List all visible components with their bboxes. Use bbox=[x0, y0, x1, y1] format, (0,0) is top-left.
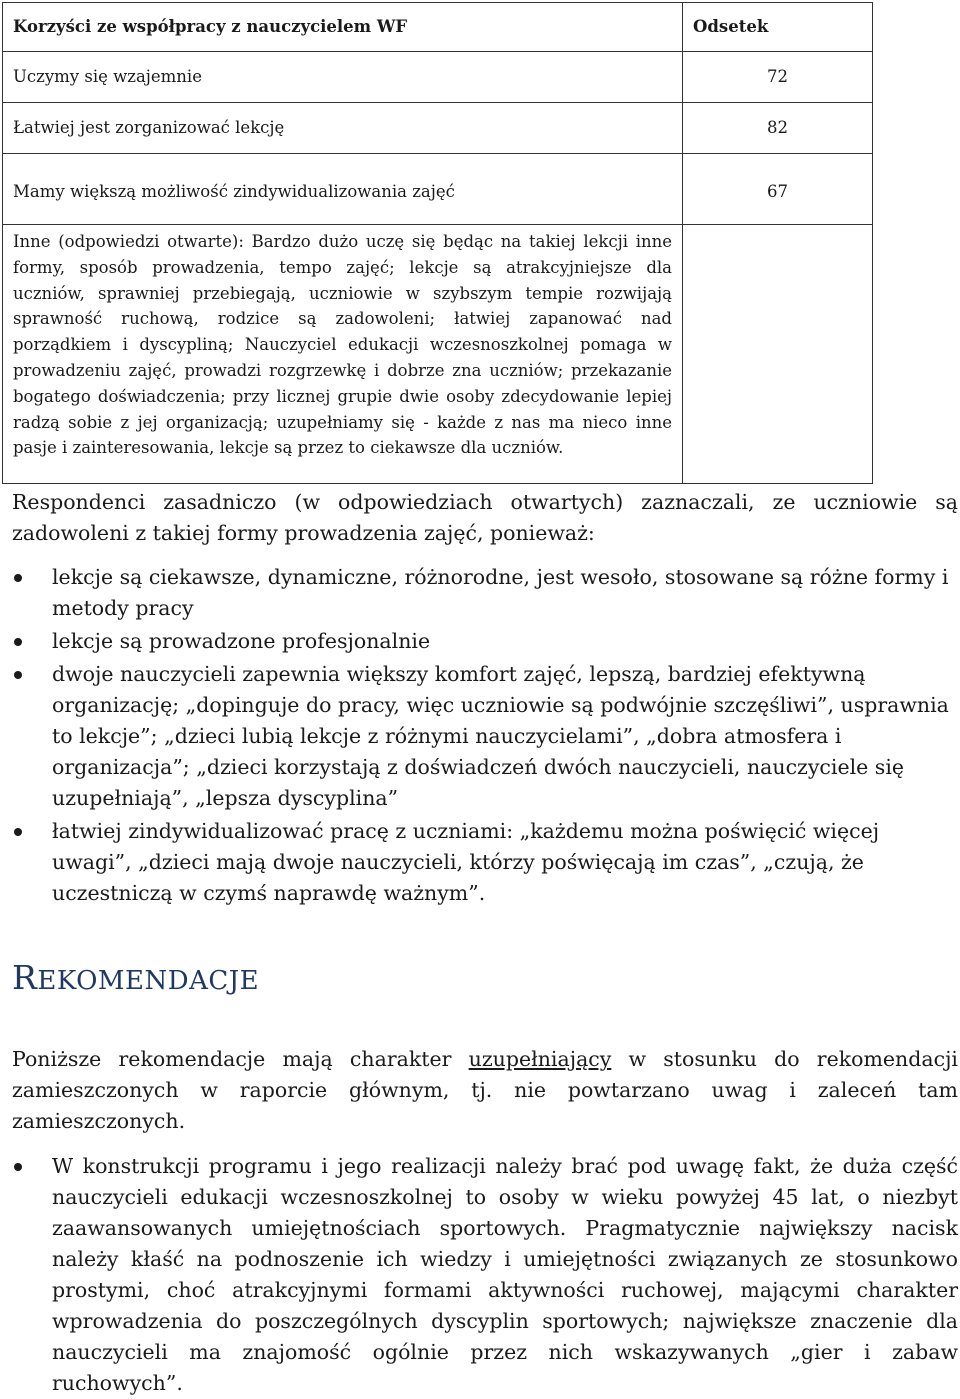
table-row bbox=[3, 154, 873, 225]
bullet-icon bbox=[14, 671, 22, 679]
table-row bbox=[3, 52, 873, 103]
list-item-text: lekcje są prowadzone profesjonalnie bbox=[52, 629, 431, 653]
row-value bbox=[683, 225, 873, 484]
heading-rest: EKOMENDACJE bbox=[37, 966, 260, 996]
respondents-bullet-list bbox=[0, 562, 958, 909]
row-value: 82 bbox=[683, 103, 873, 154]
list-item bbox=[0, 1151, 958, 1399]
bullet-icon bbox=[14, 574, 22, 582]
table-row bbox=[3, 103, 873, 154]
row-label: Łatwiej jest zorganizować lekcję bbox=[3, 103, 683, 154]
list-item bbox=[0, 562, 958, 624]
intro-before: Poniższe rekomendacje mają charakter bbox=[12, 1047, 469, 1071]
bullet-icon bbox=[14, 1163, 22, 1171]
list-item-text: łatwiej zindywidualizować pracę z uczniami: „każdemu można poświęcić więcej uwagi”, „dzieci mają dwoje nauczycieli, którzy poświęcają im czas”, „czują, że uczestniczą w czymś naprawdę ważnym”. bbox=[52, 819, 880, 905]
recommendations-intro bbox=[12, 1044, 958, 1137]
respondents-intro bbox=[12, 487, 958, 549]
list-item-text: lekcje są ciekawsze, dynamiczne, różnorodne, jest wesoło, stosowane są różne formy i metody pracy bbox=[52, 565, 949, 620]
list-item bbox=[0, 626, 958, 657]
benefits-table bbox=[2, 2, 873, 484]
list-item-text: W konstrukcji programu i jego realizacji należy brać pod uwagę fakt, że duża część nauczycieli edukacji wczesnoszkolnej to osoby w wieku powyżej 45 lat, o niezbyt zaawansowanych umiejętnościach sportowych. Pragmatycznie największy nacisk należy kłaść na podnoszenie ich wiedzy i umiejętności związanych ze stosunkowo prostymi, choć atrakcyjnymi formami aktywności ruchowej, mającymi charakter wprowadzenia do poszczególnych dyscyplin sportowych; największe znaczenie dla nauczycieli ma znajomość ogólnie przez nich wskazywanych „gier i zabaw ruchowych”. bbox=[52, 1154, 958, 1395]
recommendations-heading bbox=[12, 958, 259, 997]
intro-after: w stosunku do rekomendacji zamieszczonych w raporcie głównym, tj. nie powtarzano uwag i zaleceń tam zamieszczonych. bbox=[12, 1047, 958, 1133]
row-value: 72 bbox=[683, 52, 873, 103]
list-item bbox=[0, 659, 958, 814]
respondents-intro-line2: zadowoleni z takiej formy prowadzenia zajęć, ponieważ: bbox=[12, 521, 595, 545]
intro-underlined: uzupełniający bbox=[468, 1047, 612, 1071]
bullet-icon bbox=[14, 638, 22, 646]
row-label: Uczymy się wzajemnie bbox=[3, 52, 683, 103]
bullet-icon bbox=[14, 828, 22, 836]
row-value: 67 bbox=[683, 154, 873, 225]
heading-first-letter: R bbox=[12, 958, 38, 997]
table-header-row bbox=[3, 3, 873, 52]
row-label-other: Inne (odpowiedzi otwarte): Bardzo dużo uczę się będąc na takiej lekcji inne formy, sposób prowadzenia, tempo zajęć; lekcje są atrakcyjniejsze dla uczniów, sprawniej przebiegają, uczniowie w szybszym tempie rozwijają sprawność ruchową, rodzice są zadowoleni; łatwiej zapanować nad porządkiem i dyscypliną; Nauczyciel edukacji wczesnoszkolnej pomaga w prowadzeniu zajęć, prowadzi rozgrzewkę i dobrze zna uczniów; przekazanie bogatego doświadczenia; przy licznej grupie dwie osoby zdecydowanie lepiej radzą sobie z jej organizacją; uzupełniamy się - każde z nas ma nieco inne pasje i zainteresowania, lekcje są przez to ciekawsze dla uczniów. bbox=[3, 225, 683, 484]
header-benefits: Korzyści ze współpracy z nauczycielem WF bbox=[3, 3, 683, 52]
row-label: Mamy większą możliwość zindywidualizowania zajęć bbox=[3, 154, 683, 225]
table-row bbox=[3, 225, 873, 484]
header-percentage: Odsetek bbox=[683, 3, 873, 52]
list-item-text: dwoje nauczycieli zapewnia większy komfort zajęć, lepszą, bardziej efektywną organizację; „dopinguje do pracy, więc uczniowie są podwójnie szczęśliwi”, usprawnia to lekcje”; „dzieci lubią lekcje z różnymi nauczycielami”, „dobra atmosfera i organizacja”; „dzieci korzystają z doświadczeń dwóch nauczycieli, nauczyciele się uzupełniają”, „lepsza dyscyplina” bbox=[52, 662, 949, 810]
list-item bbox=[0, 816, 958, 909]
respondents-intro-line1: Respondenci zasadniczo (w odpowiedziach otwartych) zaznaczali, ze uczniowie są bbox=[12, 490, 958, 514]
recommendations-bullet-list bbox=[0, 1151, 958, 1399]
